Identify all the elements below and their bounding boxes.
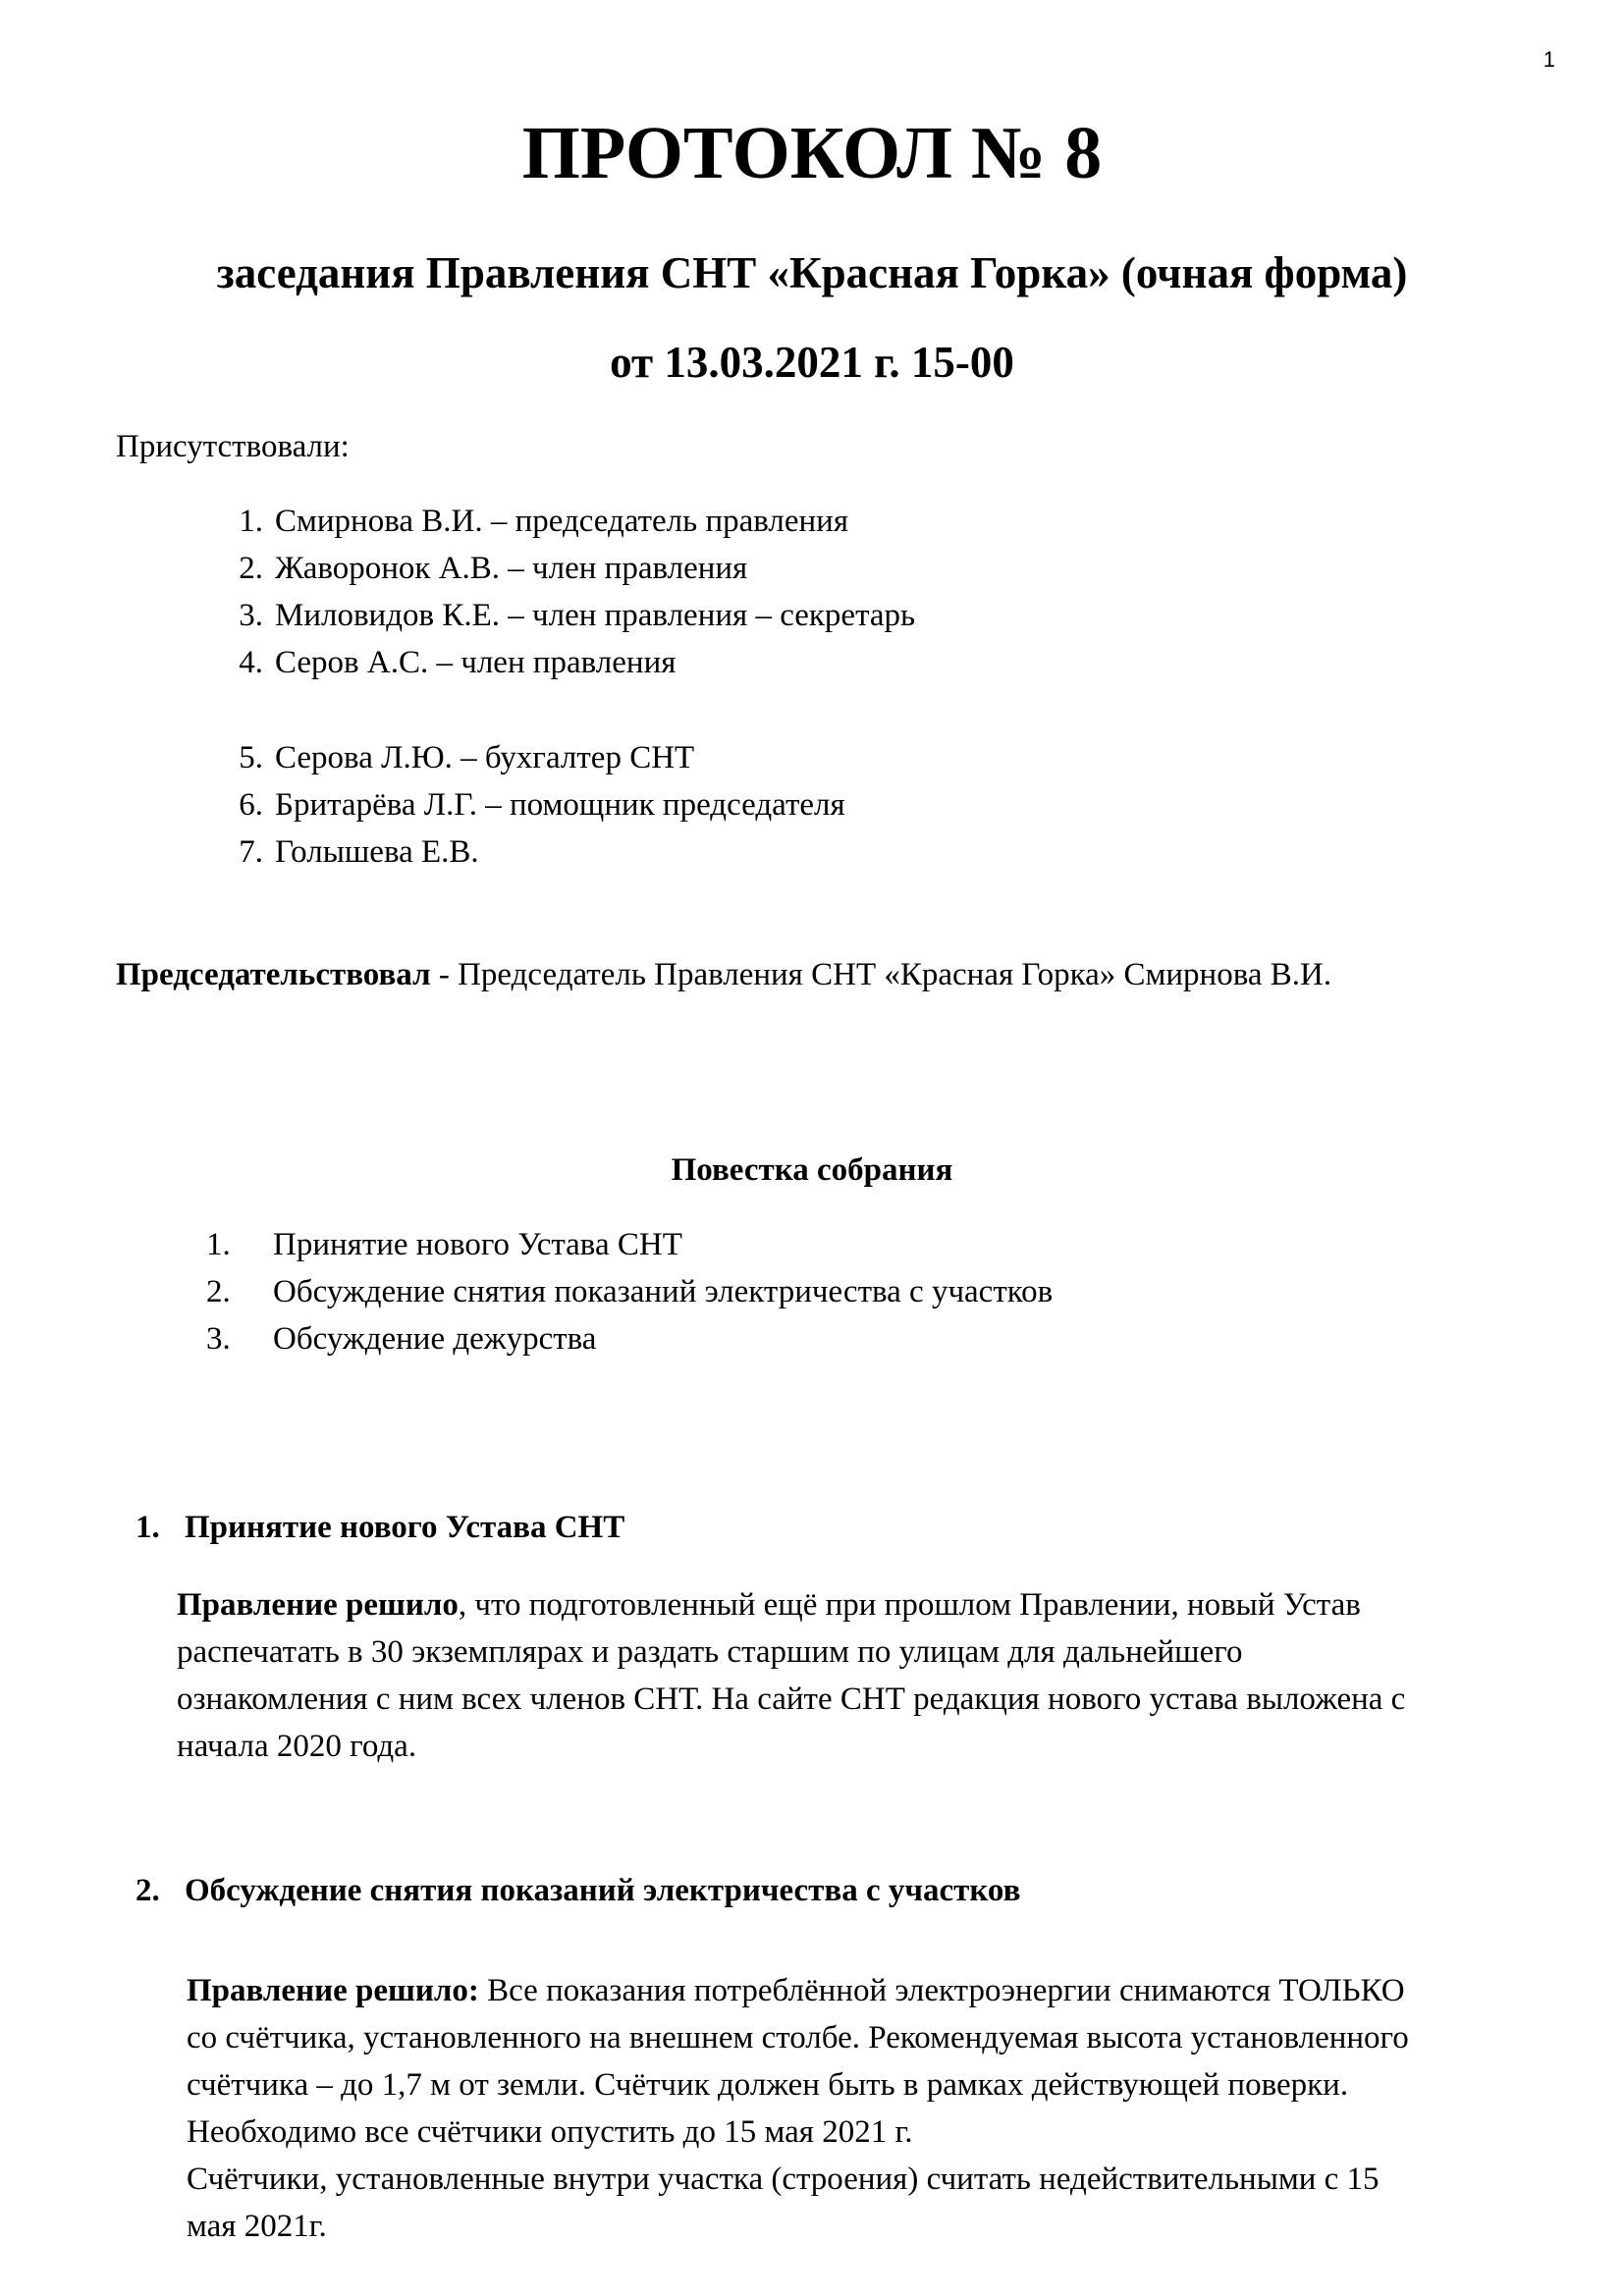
attendee-number: 1. (239, 504, 263, 539)
paragraph-line: со счётчика, установленного на внешнем столбе. Рекомендуемая высота установленного (187, 2020, 1409, 2056)
paragraph-line: счётчика – до 1,7 м от земли. Счётчик должен быть в рамках действующей поверки. (187, 2067, 1349, 2103)
attendee-text: Серова Л.Ю. – бухгалтер СНТ (275, 740, 695, 775)
attendee-item (206, 828, 845, 876)
attendee-item (206, 781, 845, 828)
section-number: 1. (135, 1510, 160, 1545)
decision-lead: Правление решило: (187, 1973, 479, 2008)
attendee-number: 3. (239, 598, 263, 633)
attendee-item (206, 498, 915, 545)
attendee-text: Миловидов К.Е. – член правления – секретарь (275, 598, 916, 633)
attendee-text: Серов А.С. – член правления (275, 645, 677, 680)
decision-lead: Правление решило (177, 1587, 459, 1623)
attendee-item (206, 592, 915, 639)
section-title: Принятие нового Устава СНТ (185, 1510, 625, 1545)
attendee-number: 2. (239, 551, 263, 586)
agenda-text: Принятие нового Устава СНТ (273, 1227, 682, 1262)
section-number: 2. (135, 1873, 160, 1908)
agenda-number: 1. (206, 1227, 231, 1262)
agenda-text: Обсуждение дежурства (273, 1321, 597, 1357)
attendee-number: 6. (239, 787, 263, 823)
agenda-text: Обсуждение снятия показаний электричества с участков (273, 1274, 1054, 1309)
paragraph-line (177, 1581, 1551, 1629)
attendee-item (206, 545, 915, 592)
attendees-list-members (206, 498, 915, 686)
attendee-text: Смирнова В.И. – председатель правления (275, 504, 849, 539)
agenda-item (206, 1221, 1053, 1268)
section-decision-charter (177, 1581, 1551, 1770)
agenda-list (206, 1221, 1053, 1362)
chaired-label: Председательствовал (116, 957, 431, 992)
chaired-by (116, 957, 1331, 993)
page-number: 1 (1543, 47, 1555, 72)
present-label: Присутствовали: (116, 429, 350, 464)
section-heading-charter (135, 1510, 624, 1546)
attendee-text: Бритарёва Л.Г. – помощник председателя (275, 787, 845, 823)
attendee-number: 7. (239, 834, 263, 870)
document-title: ПРОТОКОЛ № 8 (521, 112, 1103, 194)
attendee-item (206, 639, 915, 686)
attendee-number: 5. (239, 740, 263, 775)
paragraph-line: начала 2020 года. (177, 1729, 417, 1764)
paragraph-line: Необходимо все счётчики опустить до 15 мая 2021 г. (187, 2114, 913, 2150)
paragraph-line: распечатать в 30 экземплярах и раздать старшим по улицам для дальнейшего (177, 1634, 1243, 1670)
agenda-number: 3. (206, 1321, 231, 1357)
attendee-item (206, 734, 845, 781)
paragraph-line: Счётчики, установленные внутри участка (строения) считать недействительными с 15 (187, 2162, 1380, 2197)
attendee-number: 4. (239, 645, 263, 680)
attendee-text: Жаворонок А.В. – член правления (275, 551, 748, 586)
document-subtitle: заседания Правления СНТ «Красная Горка» (очная форма) (216, 248, 1408, 297)
section-title: Обсуждение снятия показаний электричества с участков (185, 1873, 1021, 1908)
agenda-item (206, 1268, 1053, 1315)
paragraph-line: ознакомления с ним всех членов СНТ. На сайте СНТ редакция нового устава выложена с (177, 1682, 1406, 1717)
attendees-list-others (206, 734, 845, 876)
document-date: от 13.03.2021 г. 15-00 (610, 338, 1014, 387)
attendee-text: Голышева Е.В. (275, 834, 479, 870)
agenda-item (206, 1315, 1053, 1362)
decision-text: Все показания потреблённой электроэнергии снимаются ТОЛЬКО (478, 1973, 1405, 2008)
decision-text: , что подготовленный ещё при прошлом Правлении, новый Устав (458, 1587, 1361, 1623)
paragraph-line: мая 2021г. (187, 2209, 327, 2244)
section-heading-electricity (135, 1873, 1020, 1909)
paragraph-line (187, 1967, 1561, 2014)
chaired-text: - Председатель Правления СНТ «Красная Горка» Смирнова В.И. (430, 957, 1332, 992)
agenda-number: 2. (206, 1274, 231, 1309)
agenda-heading: Повестка собрания (671, 1152, 953, 1188)
section-decision-electricity (187, 1967, 1561, 2250)
